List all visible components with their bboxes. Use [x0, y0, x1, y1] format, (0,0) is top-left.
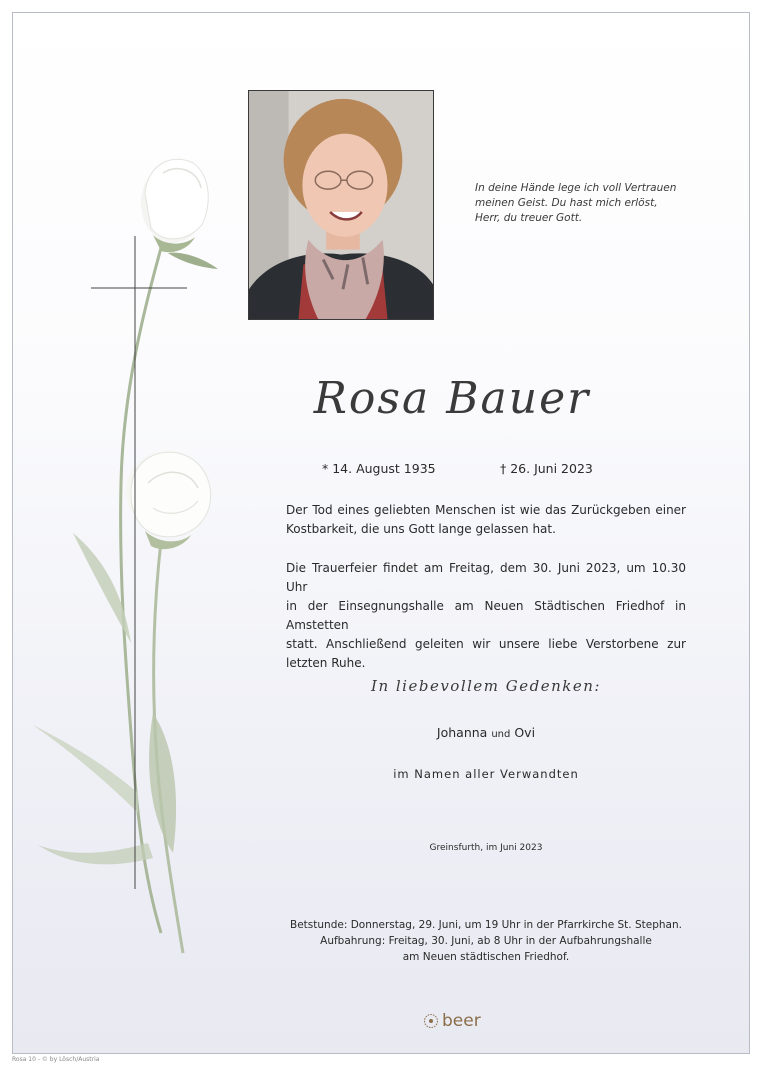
paragraph-line: in der Einsegnungshalle am Neuen Städtischen Friedhof in Amstetten — [286, 599, 686, 632]
logo-text: beer — [442, 1011, 481, 1031]
white-rose-illustration — [13, 13, 253, 1054]
service-line: Betstunde: Donnerstag, 29. Juni, um 19 Uhr in der Pfarrkirche St. Stephan. — [290, 919, 682, 931]
paragraph-line: Der Tod eines geliebten Menschen ist wie das Zurückgeben einer — [286, 503, 686, 517]
quote-line: Herr, du treuer Gott. — [475, 212, 583, 224]
paragraph-line: letzten Ruhe. — [286, 656, 366, 670]
paragraph-line: Kostbarkeit, die uns Gott lange gelassen hat. — [286, 522, 556, 536]
beer-logo — [423, 1011, 481, 1031]
mourner-name: Ovi — [514, 725, 536, 740]
service-details — [286, 917, 686, 965]
birth-date: * 14. August 1935 — [322, 461, 436, 476]
relatives-line: im Namen aller Verwandten — [393, 767, 579, 781]
dandelion-icon — [423, 1013, 439, 1029]
memorial-heading: In liebevollem Gedenken: — [371, 677, 601, 695]
service-line: Aufbahrung: Freitag, 30. Juni, ab 8 Uhr in der Aufbahrungshalle — [320, 935, 652, 947]
conjunction: und — [491, 729, 511, 740]
paragraph-line: Die Trauerfeier findet am Freitag, dem 30. Juni 2023, um 10.30 Uhr — [286, 561, 686, 594]
paragraph-line: statt. Anschließend geleiten wir unsere liebe Verstorbene zur — [286, 637, 686, 651]
mourner-name: Johanna — [436, 725, 488, 740]
funeral-info-paragraph — [286, 559, 686, 673]
bible-quote — [475, 181, 725, 226]
quote-line: In deine Hände lege ich voll Vertrauen — [475, 182, 677, 194]
death-date: † 26. Juni 2023 — [500, 461, 593, 476]
service-line: am Neuen städtischen Friedhof. — [402, 951, 570, 963]
portrait-photo — [248, 90, 434, 320]
deceased-name: Rosa Bauer — [313, 373, 591, 424]
obituary-card — [12, 12, 750, 1054]
place-date: Greinsfurth, im Juni 2023 — [429, 843, 543, 853]
mourner-names — [286, 725, 686, 740]
copyright-footer: Rosa 10 - © by Lösch/Austria — [12, 1056, 100, 1063]
quote-line: meinen Geist. Du hast mich erlöst, — [475, 197, 658, 209]
tribute-paragraph — [286, 501, 686, 539]
